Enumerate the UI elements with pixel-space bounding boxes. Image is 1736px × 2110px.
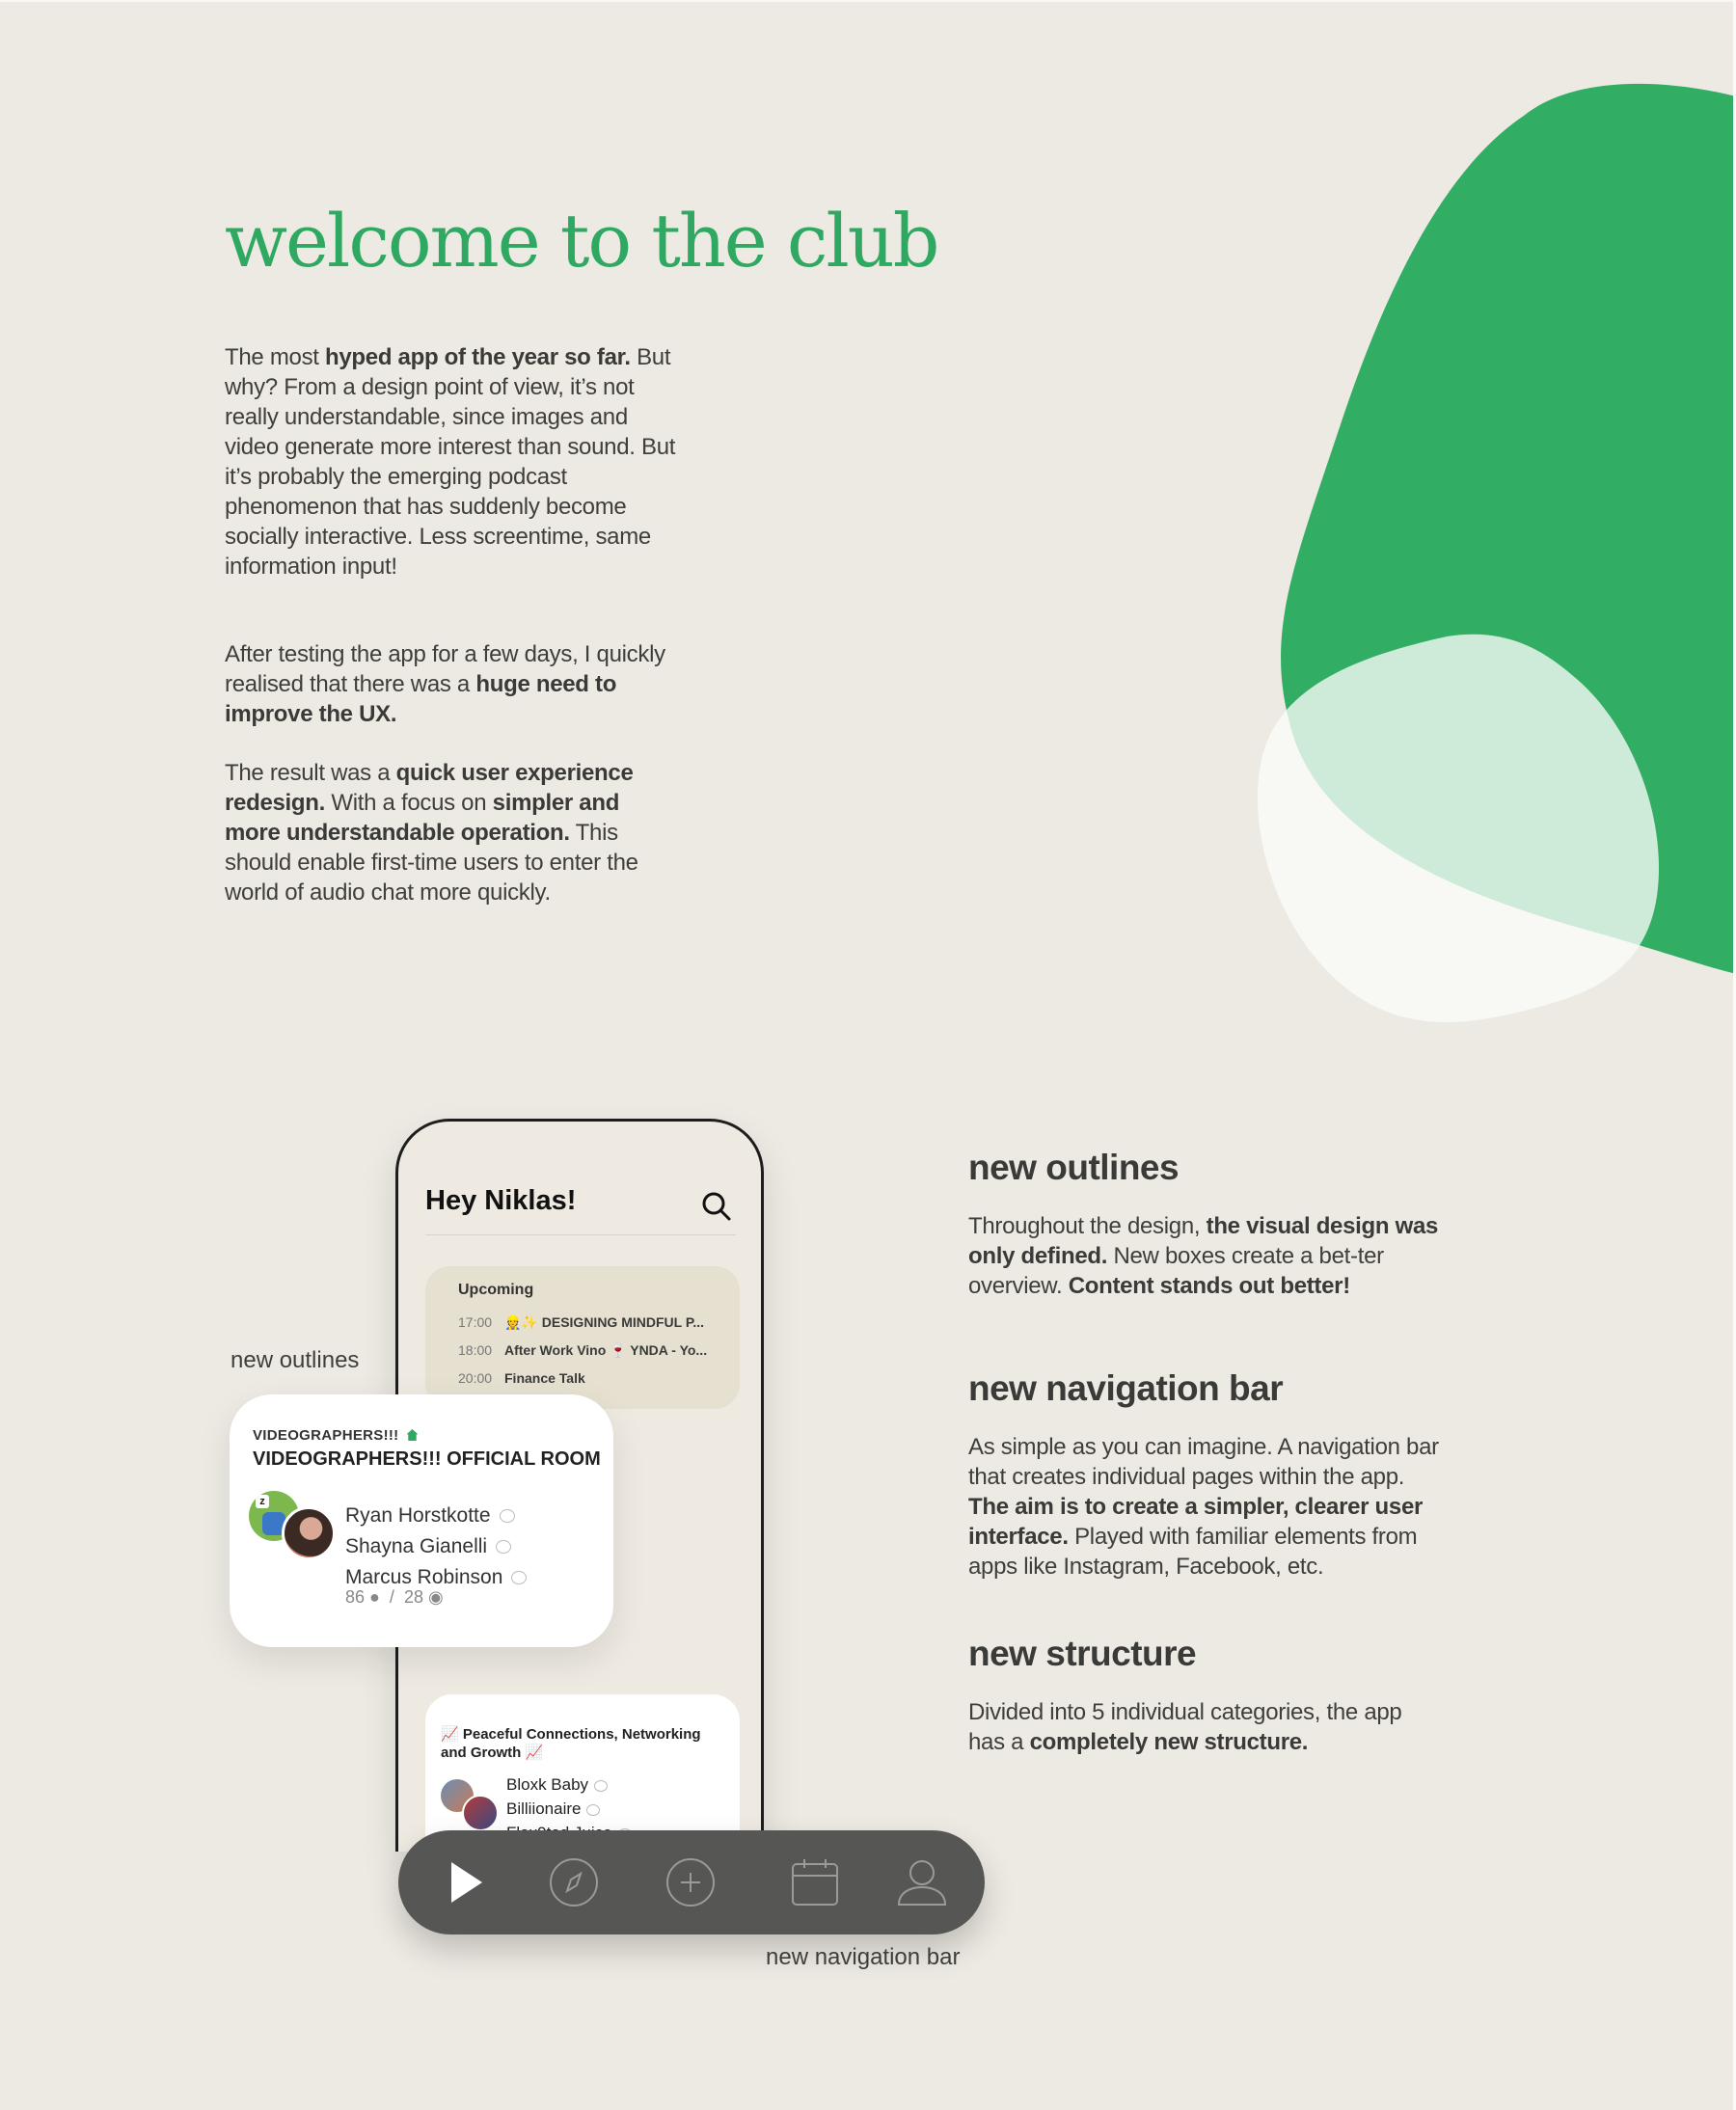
profile-icon[interactable]: [896, 1856, 948, 1908]
label-new-navigation-bar: new navigation bar: [766, 1944, 961, 1970]
sleep-icon: z: [256, 1495, 269, 1508]
avatar: [462, 1795, 499, 1831]
feature-body: Throughout the design, the visual design was only defined. New boxes create a bet-ter overview. Content stands out better!: [968, 1213, 1439, 1299]
page-title: welcome to the club: [225, 198, 938, 284]
intro-paragraph-3: The result was a quick user experience redesign. With a focus on simpler and more understandable operation. This should enable first-time users to enter the world of audio chat more quickly.: [225, 760, 638, 906]
feature-title: new outlines: [968, 1148, 1180, 1187]
chat-bubble-icon: [500, 1509, 515, 1523]
play-icon[interactable]: [438, 1856, 490, 1908]
feature-title: new navigation bar: [968, 1368, 1284, 1408]
label-new-outlines: new outlines: [231, 1347, 360, 1373]
feature-body: Divided into 5 individual categories, the app has a completely new structure.: [968, 1699, 1402, 1755]
chat-bubble-icon: [496, 1540, 511, 1554]
avatar: [282, 1506, 336, 1560]
club-name: VIDEOGRAPHERS!!!: [253, 1427, 418, 1444]
member-name: Ryan Horstkotte: [345, 1504, 515, 1528]
upcoming-row[interactable]: 18:00 After Work Vino 🍷 YNDA - Yo...: [458, 1342, 708, 1358]
chat-bubble-icon: ◉: [427, 1587, 444, 1607]
calendar-icon[interactable]: [789, 1856, 841, 1908]
decorative-blobs: [1119, 58, 1736, 1041]
upcoming-card[interactable]: [425, 1266, 740, 1409]
upcoming-row[interactable]: 17:00 👷✨ DESIGNING MINDFUL P...: [458, 1314, 705, 1330]
room-title: 📈 Peaceful Connections, Networking and Growth 📈: [441, 1726, 701, 1761]
greeting: Hey Niklas!: [425, 1185, 577, 1216]
member-name: Marcus Robinson: [345, 1566, 527, 1589]
compass-icon[interactable]: [548, 1856, 600, 1908]
chat-bubble-icon: [586, 1804, 600, 1816]
room-card[interactable]: [230, 1394, 613, 1647]
intro-paragraph-1: The most hyped app of the year so far. But why? From a design point of view, it’s not really understandable, since images and video generate more interest than sound. But it’s probably the emerging podcast phenomenon that has suddenly become socially interactive. Less screentime, same information input!: [225, 344, 676, 580]
room-stats: 86 ● / 28 ◉: [345, 1587, 444, 1607]
chat-bubble-icon: [594, 1780, 608, 1792]
member-name: Billiionaire: [506, 1799, 600, 1819]
chat-bubble-icon: [511, 1571, 527, 1584]
top-edge: [0, 0, 1736, 2]
upcoming-row[interactable]: 20:00 Finance Talk: [458, 1370, 585, 1386]
upcoming-title: Upcoming: [458, 1282, 534, 1298]
member-name: Bloxk Baby: [506, 1775, 608, 1795]
divider: [425, 1234, 736, 1235]
plus-circle-icon[interactable]: [665, 1856, 717, 1908]
house-icon: [406, 1429, 418, 1441]
search-icon[interactable]: [699, 1189, 734, 1224]
room-title: VIDEOGRAPHERS!!! OFFICIAL ROOM: [253, 1448, 601, 1470]
intro-paragraph-2: After testing the app for a few days, I quickly realised that there was a huge need to improve the UX.: [225, 641, 665, 727]
feature-title: new structure: [968, 1634, 1197, 1673]
room-card-secondary[interactable]: [425, 1694, 740, 1852]
navigation-bar: [398, 1830, 985, 1934]
feature-body: As simple as you can imagine. A navigation bar that creates individual pages within the app. The aim is to create a simpler, clearer user interface. Played with familiar elements from apps like Instagram, Facebook, etc.: [968, 1434, 1439, 1580]
person-icon: ●: [369, 1587, 380, 1607]
member-name: Shayna Gianelli: [345, 1535, 511, 1558]
